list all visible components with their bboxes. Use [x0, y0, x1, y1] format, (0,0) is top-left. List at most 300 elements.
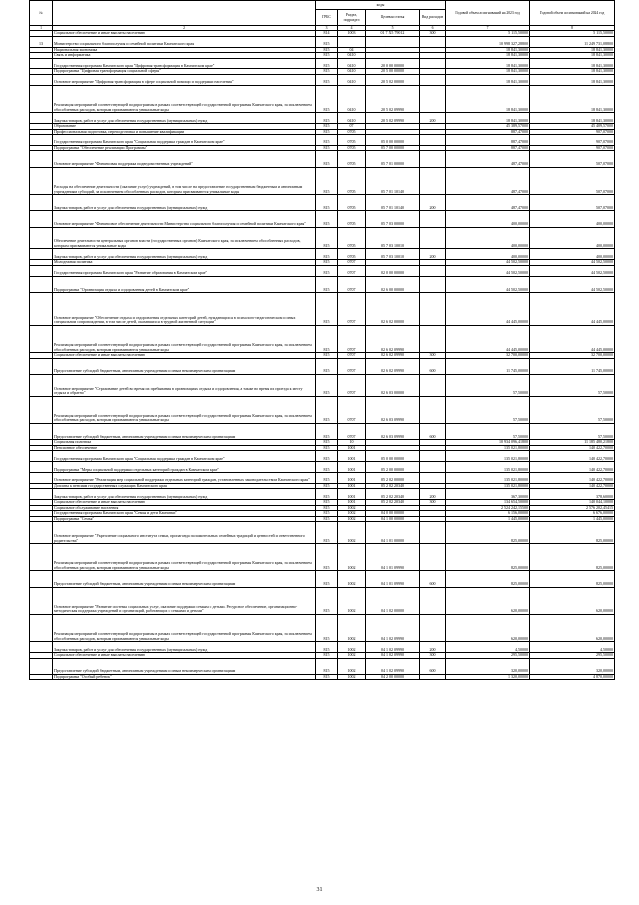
row-vid — [420, 544, 446, 571]
row-vid: 200 — [420, 195, 446, 211]
row-sum-2024: 400,00000 — [530, 211, 615, 227]
row-vid — [420, 522, 446, 544]
row-razdel: 0705 — [338, 195, 366, 211]
row-grbs: 815 — [316, 195, 338, 211]
row-sum-2023: 487,47000 — [446, 195, 530, 211]
row-sum-2024: 5 115,50000 — [530, 31, 615, 37]
row-sum-2023: 32 700,00000 — [446, 353, 530, 359]
row-vid: 300 — [420, 353, 446, 359]
row-number: 13 — [30, 36, 53, 47]
row-grbs: 815 — [316, 260, 338, 266]
row-target: 02 6 03 09990 — [366, 396, 420, 423]
header-num: № — [30, 1, 53, 26]
row-grbs: 815 — [316, 445, 338, 451]
row-razdel: 0707 — [338, 358, 366, 374]
row-sum-2023: 5 115,50000 — [446, 31, 530, 37]
row-sum-2024: 18 841,30000 — [530, 53, 615, 59]
row-razdel: 0705 — [338, 211, 366, 227]
row-razdel: 1001 — [338, 451, 366, 462]
row-name: Основное мероприятие "Развитие системы социальных услуг, оказание поддержки семьям с детьми. Ресурсное обеспечение, организационно-методическая поддержка учреждений и организаций, работающих с семьями и детьми" — [53, 587, 316, 614]
row-vid: 200 — [420, 642, 446, 653]
row-sum-2024: 507,07000 — [530, 167, 615, 194]
row-number — [30, 614, 53, 641]
row-razdel: 1002 — [338, 658, 366, 674]
row-name: Подпрограмма "Обеспечение реализации Программы" — [53, 145, 316, 151]
row-sum-2024: 507,07000 — [530, 151, 615, 167]
row-sum-2023: 135 021,80000 — [446, 451, 530, 462]
row-vid: 600 — [420, 423, 446, 439]
table-row — [30, 374, 615, 396]
row-sum-2024: 140 422,70000 — [530, 451, 615, 462]
row-target: 05 2 02 00000 — [366, 473, 420, 484]
row-razdel: 0705 — [338, 167, 366, 194]
row-number — [30, 151, 53, 167]
row-vid: 600 — [420, 358, 446, 374]
row-grbs: 815 — [316, 145, 338, 151]
row-target: 05 7 00 00000 — [366, 145, 420, 151]
row-name: Министерство социального благополучия и семейной политики Камчатского края — [53, 36, 316, 47]
row-grbs: 815 — [316, 658, 338, 674]
row-grbs: 815 — [316, 374, 338, 396]
row-sum-2024: 11 249 731,08800 — [530, 36, 615, 47]
row-sum-2024: 825,00000 — [530, 522, 615, 544]
row-target: 04 1 01 09990 — [366, 571, 420, 587]
row-razdel: 0410 — [338, 113, 366, 124]
row-name: Обеспечение деятельности центральных органов власти (государственных органов) Камчатского края, за исключением обособленных расходов, которым присваиваются уникальные коды — [53, 227, 316, 249]
row-razdel — [338, 36, 366, 47]
row-sum-2023: 10 934 096,41800 — [446, 440, 530, 446]
col-index: 1 — [30, 26, 53, 31]
row-target: 20 5 02 09990 — [366, 113, 420, 124]
row-sum-2024: 57,50000 — [530, 423, 615, 439]
row-sum-2023: 135 021,80000 — [446, 483, 530, 489]
row-sum-2023: 18 841,30000 — [446, 58, 530, 69]
row-name: Государственная программа Камчатского края "Социальная поддержка граждан в Камчатском крае" — [53, 135, 316, 146]
table-row — [30, 211, 615, 227]
row-grbs: 815 — [316, 124, 338, 130]
row-sum-2024: 2 576 202,45415 — [530, 505, 615, 511]
row-sum-2024: 825,00000 — [530, 544, 615, 571]
row-name: Подпрограмма "Организация отдыха и оздоровления детей в Камчатском крае" — [53, 276, 316, 292]
row-sum-2023: 887,47000 — [446, 129, 530, 135]
row-sum-2023: 400,00000 — [446, 211, 530, 227]
row-sum-2023: 487,47000 — [446, 167, 530, 194]
row-grbs: 815 — [316, 587, 338, 614]
table-row — [30, 227, 615, 249]
row-razdel: 0705 — [338, 151, 366, 167]
row-name: Молодежная политика — [53, 260, 316, 266]
row-number — [30, 658, 53, 674]
row-grbs: 815 — [316, 135, 338, 146]
row-target: 05 7 01 10140 — [366, 167, 420, 194]
page-number: 31 — [316, 887, 323, 893]
row-grbs: 815 — [316, 483, 338, 489]
table-row — [30, 249, 615, 260]
row-number — [30, 462, 53, 473]
row-razdel: 1002 — [338, 653, 366, 659]
row-target: 05 2 00 00000 — [366, 462, 420, 473]
col-index: 2 — [53, 26, 316, 31]
row-sum-2023: 825,00000 — [446, 522, 530, 544]
row-name: Социальное обеспечение и иные выплаты населению — [53, 353, 316, 359]
row-sum-2024: 620,00000 — [530, 614, 615, 641]
row-target — [366, 36, 420, 47]
row-name: Государственная программа Камчатского края "Цифровая трансформация в Камчатском крае" — [53, 58, 316, 69]
row-name: Основное мероприятие "Цифровая трансформация в сфере социальной помощи и поддержки населения" — [53, 74, 316, 85]
row-sum-2024: 140 044,10000 — [530, 500, 615, 506]
row-number — [30, 674, 53, 680]
row-grbs: 815 — [316, 653, 338, 659]
row-sum-2024: 507,07000 — [530, 195, 615, 211]
row-target: 02 6 00 00000 — [366, 276, 420, 292]
row-target: 05 7 01 00000 — [366, 151, 420, 167]
row-vid — [420, 265, 446, 276]
table-row — [30, 276, 615, 292]
table-row — [30, 85, 615, 112]
header-name — [53, 1, 316, 26]
row-vid — [420, 674, 446, 680]
row-name: Закупка товаров, работ и услуг для обеспечения государственных (муниципальных) нужд — [53, 249, 316, 260]
col-index: 7 — [446, 26, 530, 31]
row-razdel: 1001 — [338, 473, 366, 484]
row-sum-2024: 45 409,57000 — [530, 124, 615, 130]
row-number — [30, 358, 53, 374]
row-sum-2023: 18 841,30000 — [446, 53, 530, 59]
row-razdel: 0705 — [338, 145, 366, 151]
row-grbs: 815 — [316, 85, 338, 112]
row-name: Предоставление субсидий бюджетным, автономным учреждениям и иным некоммерческим организациям — [53, 358, 316, 374]
row-vid — [420, 451, 446, 462]
row-razdel: 1002 — [338, 544, 366, 571]
row-razdel: 0707 — [338, 374, 366, 396]
row-razdel: 0707 — [338, 325, 366, 352]
row-name: Пенсионное обеспечение — [53, 445, 316, 451]
row-target: 05 7 01 10140 — [366, 195, 420, 211]
row-vid — [420, 85, 446, 112]
row-grbs: 815 — [316, 129, 338, 135]
row-razdel: 1002 — [338, 505, 366, 511]
row-vid — [420, 135, 446, 146]
row-target: 02 6 02 00000 — [366, 293, 420, 326]
header-codes: коды — [316, 1, 446, 10]
row-target: 02 6 02 09990 — [366, 358, 420, 374]
row-target: 05 7 03 00000 — [366, 211, 420, 227]
row-name: Социальное обеспечение и иные выплаты населению — [53, 500, 316, 506]
row-razdel: 04 — [338, 47, 366, 53]
row-target: 04 1 02 09990 — [366, 653, 420, 659]
table-row — [30, 167, 615, 194]
row-name: Государственная программа Камчатского края "Социальная поддержка граждан в Камчатском крае" — [53, 451, 316, 462]
table-row — [30, 473, 615, 484]
col-index: 6 — [420, 26, 446, 31]
row-name: Предоставление субсидий бюджетным, автономным учреждениям и иным некоммерческим организациям — [53, 423, 316, 439]
header-target: Целевая статья — [366, 10, 420, 26]
row-number — [30, 473, 53, 484]
row-sum-2023: 57,50000 — [446, 396, 530, 423]
row-grbs: 815 — [316, 642, 338, 653]
row-vid — [420, 151, 446, 167]
row-grbs: 815 — [316, 58, 338, 69]
row-number — [30, 325, 53, 352]
row-sum-2024: 44 445,00000 — [530, 325, 615, 352]
row-grbs: 815 — [316, 47, 338, 53]
row-razdel: 1002 — [338, 511, 366, 517]
row-sum-2023: 320,00000 — [446, 658, 530, 674]
row-name: Подпрограмма "Цифровая трансформация социальной сферы" — [53, 69, 316, 75]
row-grbs: 815 — [316, 227, 338, 249]
row-grbs: 815 — [316, 249, 338, 260]
row-sum-2024: 18 841,30000 — [530, 74, 615, 85]
row-sum-2023: 620,00000 — [446, 614, 530, 641]
row-number — [30, 522, 53, 544]
row-grbs: 815 — [316, 440, 338, 446]
row-grbs: 815 — [316, 36, 338, 47]
table-row — [30, 522, 615, 544]
row-sum-2024: 140 422,70000 — [530, 473, 615, 484]
row-name: Государственная программа Камчатского края "Семья и дети Камчатки" — [53, 511, 316, 517]
row-grbs: 815 — [316, 544, 338, 571]
row-sum-2023: 1 445,00000 — [446, 516, 530, 522]
row-grbs: 815 — [316, 571, 338, 587]
row-target: 02 6 02 09990 — [366, 325, 420, 352]
row-number — [30, 85, 53, 112]
row-name: Реализация мероприятий соответствующей подпрограммы в рамках соответствующей государственной программы Камчатского края, за исключением обособленных расходов, которым присваиваются уникальные коды — [53, 614, 316, 641]
row-razdel: 0410 — [338, 69, 366, 75]
row-number — [30, 113, 53, 124]
row-grbs: 815 — [316, 358, 338, 374]
row-razdel: 10 — [338, 440, 366, 446]
row-razdel: 0410 — [338, 58, 366, 69]
row-target: 05 7 03 10010 — [366, 249, 420, 260]
row-sum-2024: 32 700,00000 — [530, 353, 615, 359]
row-grbs: 815 — [316, 265, 338, 276]
row-number — [30, 451, 53, 462]
row-vid: 300 — [420, 500, 446, 506]
row-sum-2024: 907,07000 — [530, 135, 615, 146]
row-sum-2024: 400,00000 — [530, 249, 615, 260]
table-row — [30, 396, 615, 423]
table-row — [30, 642, 615, 653]
row-target: 02 0 00 00000 — [366, 265, 420, 276]
row-name: Профессиональная подготовка, переподготовка и повышение квалификации — [53, 129, 316, 135]
row-razdel: 1002 — [338, 642, 366, 653]
row-grbs: 815 — [316, 674, 338, 680]
row-razdel: 1002 — [338, 571, 366, 587]
row-vid — [420, 325, 446, 352]
row-grbs: 815 — [316, 276, 338, 292]
row-sum-2024: 825,00000 — [530, 571, 615, 587]
table-row — [30, 293, 615, 326]
row-vid — [420, 396, 446, 423]
row-name: Социальная политика — [53, 440, 316, 446]
row-sum-2024: 4 870,00000 — [530, 674, 615, 680]
row-vid — [420, 227, 446, 249]
row-name: Предоставление субсидий бюджетным, автономным учреждениям и иным некоммерческим организациям — [53, 658, 316, 674]
table-header — [30, 1, 615, 31]
row-target: 05 2 02 20340 — [366, 500, 420, 506]
row-name: Реализация мероприятий соответствующей подпрограммы в рамках соответствующей государственной программы Камчатского края, за исключением обособленных расходов, которым присваиваются уникальные коды — [53, 85, 316, 112]
row-name: Закупка товаров, работ и услуг для обеспечения государственных (муниципальных) нужд — [53, 642, 316, 653]
row-sum-2023: 135 021,80000 — [446, 462, 530, 473]
row-target: 04 0 00 00000 — [366, 511, 420, 517]
row-razdel: 1002 — [338, 516, 366, 522]
table-row — [30, 544, 615, 571]
row-razdel: 1001 — [338, 483, 366, 489]
row-name: Социальное обеспечение и иные выплаты населению — [53, 31, 316, 37]
row-sum-2024: 140 422,70000 — [530, 483, 615, 489]
row-number — [30, 135, 53, 146]
row-sum-2024: 18 841,30000 — [530, 47, 615, 53]
table-row — [30, 571, 615, 587]
row-target: 01 7 Х5 79012 — [366, 31, 420, 37]
row-number — [30, 587, 53, 614]
row-grbs: 815 — [316, 473, 338, 484]
row-number — [30, 571, 53, 587]
row-target: 05 2 02 20340 — [366, 483, 420, 489]
row-target: 04 1 01 00000 — [366, 522, 420, 544]
row-name: Социальное обеспечение и иные выплаты населению — [53, 653, 316, 659]
budget-table — [29, 0, 615, 680]
table-body — [30, 31, 615, 680]
row-grbs: 815 — [316, 423, 338, 439]
row-sum-2024: 44 502,50000 — [530, 260, 615, 266]
row-number — [30, 195, 53, 211]
row-sum-2023: 825,00000 — [446, 544, 530, 571]
row-vid: 300 — [420, 31, 446, 37]
row-sum-2023: 57,50000 — [446, 423, 530, 439]
table-row — [30, 36, 615, 47]
col-index: 5 — [366, 26, 420, 31]
header-vid: Вид расходов — [420, 10, 446, 26]
table-row — [30, 674, 615, 680]
row-target: 02 6 03 00000 — [366, 374, 420, 396]
row-number — [30, 74, 53, 85]
row-razdel: 1001 — [338, 500, 366, 506]
row-sum-2024: 11 745,00000 — [530, 358, 615, 374]
table-row — [30, 423, 615, 439]
table-row — [30, 614, 615, 641]
row-name: Основное мероприятие "Укрепление социального института семьи, пропаганда положительных семейных традиций и ценностей и ответственного родительства" — [53, 522, 316, 544]
row-razdel: 0410 — [338, 53, 366, 59]
row-grbs: 815 — [316, 74, 338, 85]
row-name: Основное мероприятие "Финансовое обеспечение деятельности Министерства социального благополучия и семейной политики Камчатского края" — [53, 211, 316, 227]
row-sum-2024: 620,00000 — [530, 587, 615, 614]
row-sum-2024: 907,07000 — [530, 145, 615, 151]
row-razdel: 0707 — [338, 353, 366, 359]
row-sum-2023: 887,47000 — [446, 135, 530, 146]
table-row — [30, 265, 615, 276]
row-sum-2023: 887,47000 — [446, 145, 530, 151]
row-razdel: 0707 — [338, 423, 366, 439]
table-row — [30, 587, 615, 614]
row-razdel: 0707 — [338, 396, 366, 423]
row-vid: 600 — [420, 571, 446, 587]
row-number — [30, 249, 53, 260]
row-target: 20 5 02 00000 — [366, 74, 420, 85]
row-razdel: 0410 — [338, 74, 366, 85]
header-2023: Годовой объем ассигнований на 2023 год — [446, 1, 530, 26]
row-razdel: 1002 — [338, 614, 366, 641]
row-sum-2024: 44 502,50000 — [530, 265, 615, 276]
row-name: Основное мероприятие "Реализация мер социальной поддержки отдельных категорий граждан, установленных законодательством Камчатского края" — [53, 473, 316, 484]
table-row — [30, 489, 615, 500]
row-sum-2024: 18 841,30000 — [530, 85, 615, 112]
row-target: 04 1 02 09990 — [366, 642, 420, 653]
row-sum-2024: 907,07000 — [530, 129, 615, 135]
row-target: 04 1 02 09990 — [366, 658, 420, 674]
row-sum-2023: 44 445,00000 — [446, 325, 530, 352]
row-number — [30, 544, 53, 571]
row-sum-2023: 4,50000 — [446, 642, 530, 653]
row-sum-2023: 367,30000 — [446, 489, 530, 500]
row-razdel: 1002 — [338, 522, 366, 544]
row-sum-2023: 400,00000 — [446, 249, 530, 260]
row-number — [30, 276, 53, 292]
row-number — [30, 227, 53, 249]
col-index: 4 — [338, 26, 366, 31]
row-name: Государственная программа Камчатского края "Развитие образования в Камчатском крае" — [53, 265, 316, 276]
row-grbs: 815 — [316, 325, 338, 352]
row-number — [30, 293, 53, 326]
row-sum-2023: 44 445,00000 — [446, 293, 530, 326]
row-sum-2023: 18 841,30000 — [446, 69, 530, 75]
row-sum-2023: 18 841,30000 — [446, 47, 530, 53]
header-razdel: Раздел, подраздел — [338, 10, 366, 26]
row-vid — [420, 374, 446, 396]
row-target: 02 6 03 09990 — [366, 423, 420, 439]
row-sum-2023: 295,50000 — [446, 653, 530, 659]
row-target: 05 0 00 00000 — [366, 451, 420, 462]
row-sum-2024: 1 445,00000 — [530, 516, 615, 522]
row-vid: 200 — [420, 489, 446, 500]
row-name: Социальное обслуживание населения — [53, 505, 316, 511]
row-name: Основное мероприятие "Обеспечение отдыха и оздоровления отдельных категорий детей, нуждающихся в психолого-педагогическом и иных специальном сопровождении, в том числе детей, оказавшихся в трудной жизненной ситуации" — [53, 293, 316, 326]
row-grbs: 815 — [316, 489, 338, 500]
table-row — [30, 151, 615, 167]
row-grbs: 815 — [316, 522, 338, 544]
row-target: 04 1 02 09990 — [366, 614, 420, 641]
row-name: Подпрограмма "Особый ребенок" — [53, 674, 316, 680]
row-sum-2023: 825,00000 — [446, 571, 530, 587]
row-target: 04 1 02 00000 — [366, 587, 420, 614]
row-razdel: 0705 — [338, 135, 366, 146]
row-sum-2023: 135 021,80000 — [446, 445, 530, 451]
row-sum-2023: 10 998 327,28800 — [446, 36, 530, 47]
row-vid — [420, 473, 446, 484]
row-target: 02 6 02 09990 — [366, 353, 420, 359]
row-target: 05 0 00 00000 — [366, 135, 420, 146]
row-razdel: 0705 — [338, 227, 366, 249]
row-razdel: 1001 — [338, 462, 366, 473]
row-sum-2023: 6 156,00000 — [446, 511, 530, 517]
row-sum-2024: 6 676,00000 — [530, 511, 615, 517]
row-sum-2023: 57,50000 — [446, 374, 530, 396]
row-sum-2024: 57,50000 — [530, 374, 615, 396]
row-name: Закупка товаров, работ и услуг для обеспечения государственных (муниципальных) нужд — [53, 113, 316, 124]
row-grbs: 814 — [316, 31, 338, 37]
row-razdel: 0707 — [338, 276, 366, 292]
row-target: 05 7 03 10010 — [366, 227, 420, 249]
row-target: 20 5 00 00000 — [366, 69, 420, 75]
row-vid — [420, 211, 446, 227]
table-row — [30, 658, 615, 674]
row-vid: 200 — [420, 113, 446, 124]
row-grbs: 815 — [316, 614, 338, 641]
row-grbs: 815 — [316, 396, 338, 423]
row-number — [30, 642, 53, 653]
row-number — [30, 58, 53, 69]
row-grbs: 815 — [316, 511, 338, 517]
